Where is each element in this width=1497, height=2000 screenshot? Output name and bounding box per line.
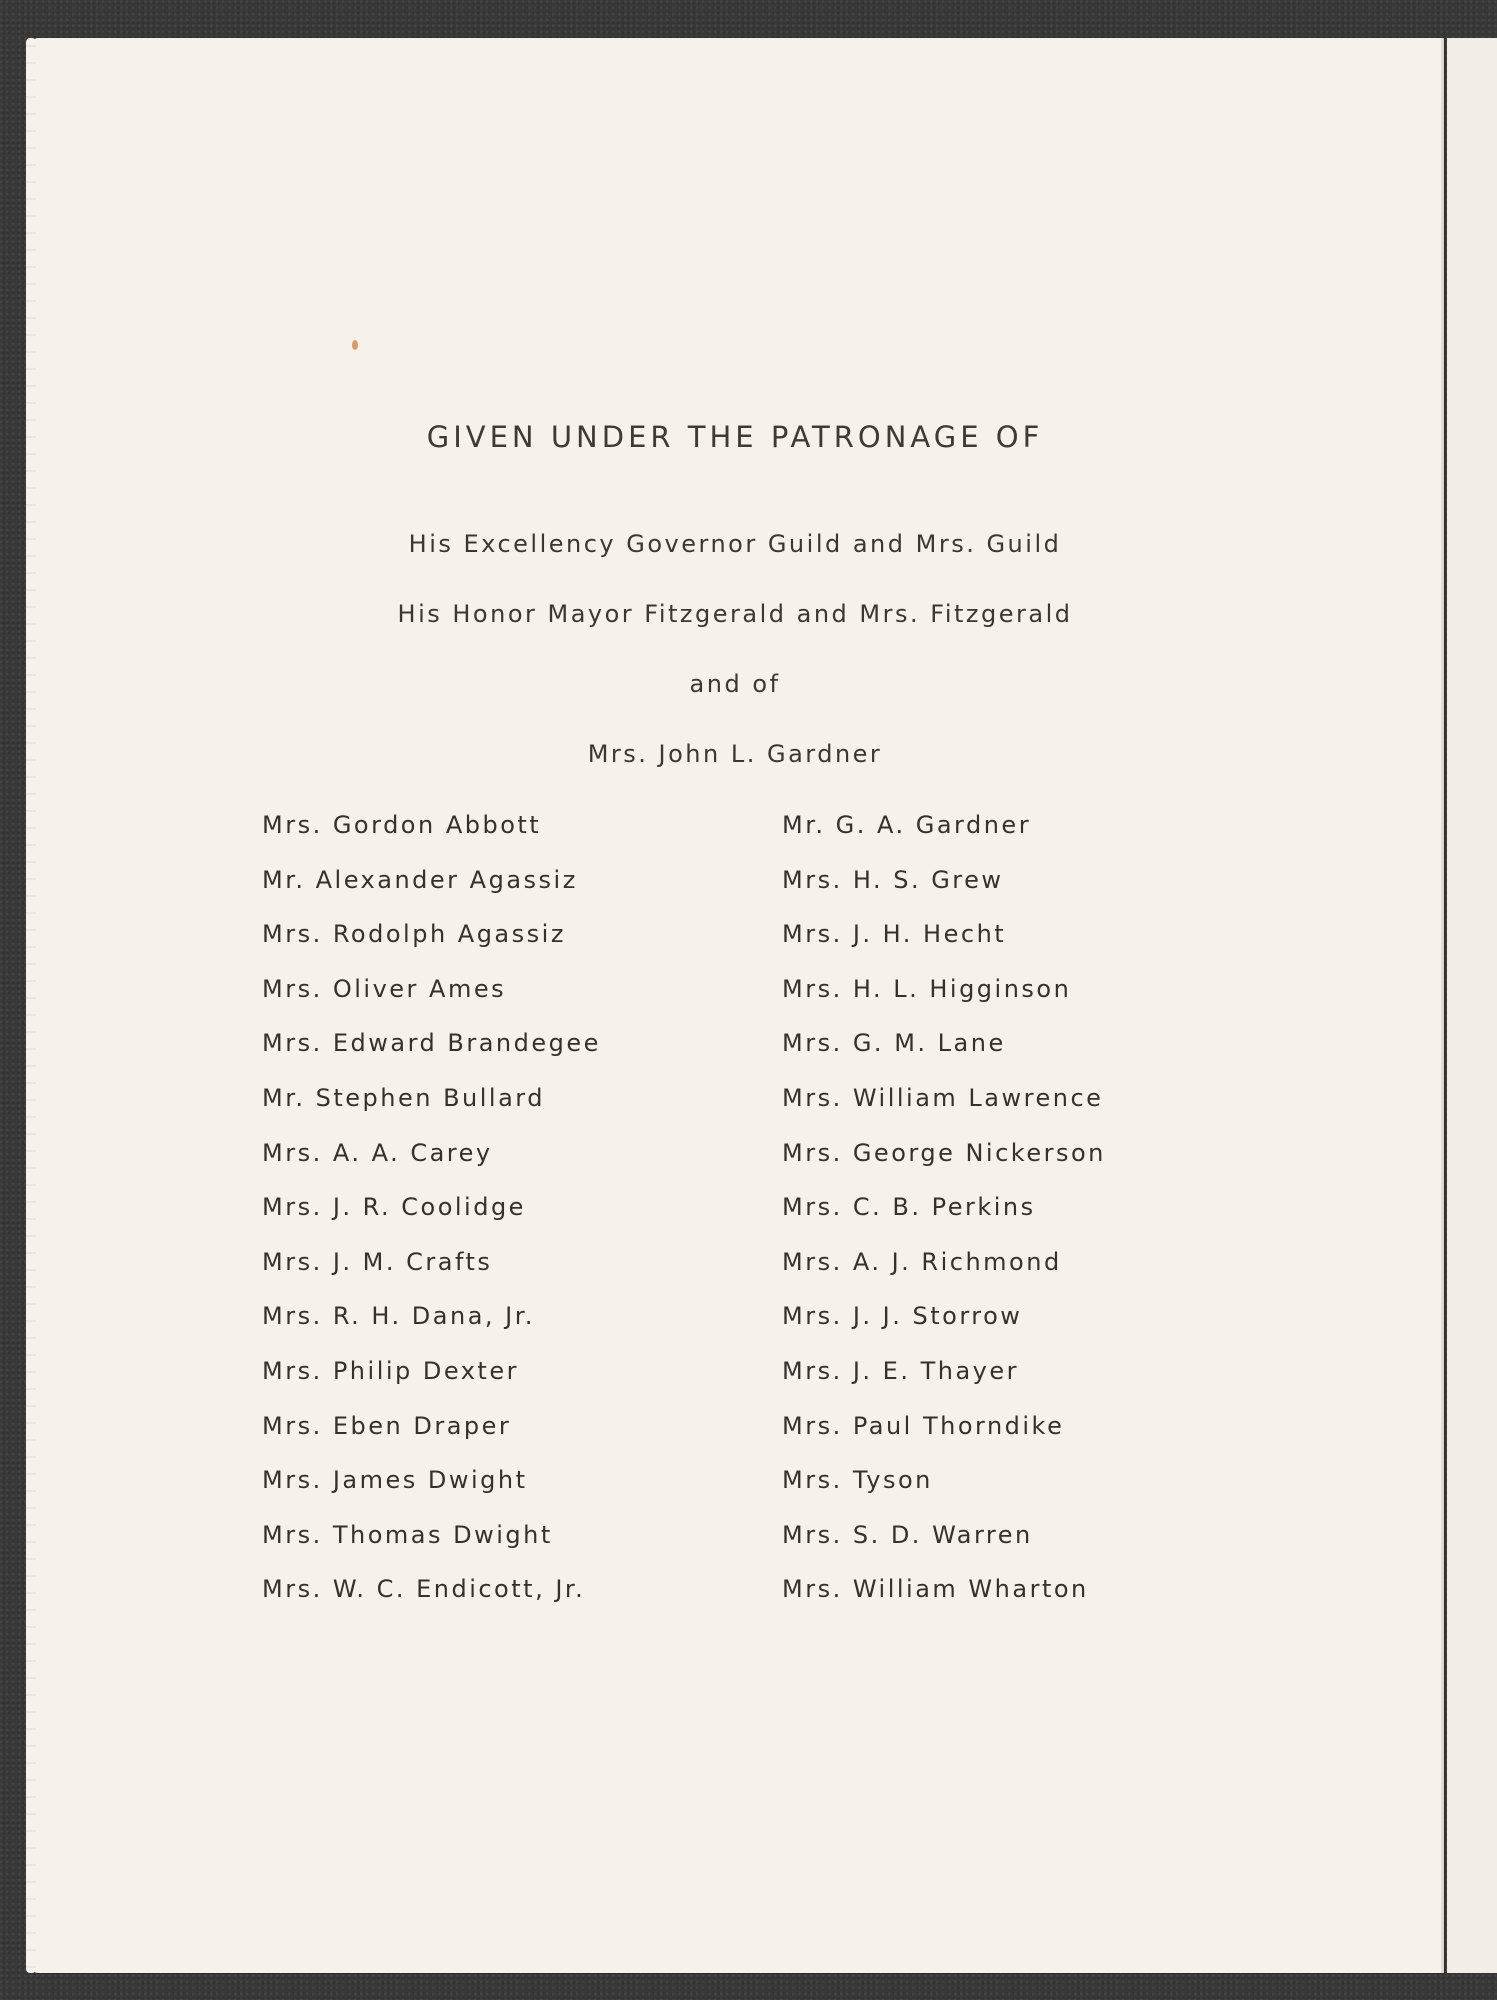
list-item: Mr. Alexander Agassiz xyxy=(262,865,578,894)
patron-line-gardner: Mrs. John L. Gardner xyxy=(587,740,883,768)
patron-line-and-of: and of xyxy=(689,670,781,698)
page-fold xyxy=(1441,38,1444,1973)
patron-list-right xyxy=(782,798,1106,1617)
list-item: Mrs. J. H. Hecht xyxy=(782,920,1007,949)
list-item: Mrs. H. L. Higginson xyxy=(782,974,1072,1003)
facing-page-edge xyxy=(1447,38,1497,1973)
list-item: Mrs. Oliver Ames xyxy=(262,974,507,1003)
list-item: Mrs. Philip Dexter xyxy=(262,1356,519,1385)
list-item: Mrs. R. H. Dana, Jr. xyxy=(262,1302,536,1331)
list-item: Mrs. G. M. Lane xyxy=(782,1029,1006,1058)
paper-stain xyxy=(352,340,358,350)
patron-line-governor: His Excellency Governor Guild and Mrs. Guild xyxy=(408,530,1062,558)
list-item: Mrs. J. R. Coolidge xyxy=(262,1193,526,1222)
list-item: Mrs. J. E. Thayer xyxy=(782,1356,1020,1385)
patron-line-mayor: His Honor Mayor Fitzgerald and Mrs. Fitzgerald xyxy=(397,600,1073,628)
patron-list-left xyxy=(262,798,601,1617)
page-title: GIVEN UNDER THE PATRONAGE OF xyxy=(426,420,1044,454)
list-item: Mrs. W. C. Endicott, Jr. xyxy=(262,1575,586,1604)
list-item: Mr. Stephen Bullard xyxy=(262,1083,545,1112)
list-item: Mrs. A. J. Richmond xyxy=(782,1247,1062,1276)
list-item: Mrs. C. B. Perkins xyxy=(782,1193,1036,1222)
list-item: Mrs. Tyson xyxy=(782,1466,933,1495)
list-item: Mrs. Edward Brandegee xyxy=(262,1029,601,1058)
list-item: Mrs. James Dwight xyxy=(262,1466,528,1495)
list-item: Mrs. H. S. Grew xyxy=(782,865,1004,894)
document-page xyxy=(32,38,1444,1973)
list-item: Mrs. J. J. Storrow xyxy=(782,1302,1023,1331)
list-item: Mrs. William Lawrence xyxy=(782,1083,1104,1112)
list-item: Mrs. Rodolph Agassiz xyxy=(262,920,566,949)
list-item: Mrs. J. M. Crafts xyxy=(262,1247,493,1276)
list-item: Mrs. Gordon Abbott xyxy=(262,811,542,839)
list-item: Mr. G. A. Gardner xyxy=(782,811,1032,839)
list-item: Mrs. William Wharton xyxy=(782,1575,1089,1604)
list-item: Mrs. A. A. Carey xyxy=(262,1138,493,1167)
list-item: Mrs. Thomas Dwight xyxy=(262,1520,553,1549)
list-item: Mrs. Eben Draper xyxy=(262,1411,512,1440)
list-item: Mrs. S. D. Warren xyxy=(782,1520,1033,1549)
list-item: Mrs. George Nickerson xyxy=(782,1138,1106,1167)
deckled-edge xyxy=(26,38,36,1973)
list-item: Mrs. Paul Thorndike xyxy=(782,1411,1065,1440)
